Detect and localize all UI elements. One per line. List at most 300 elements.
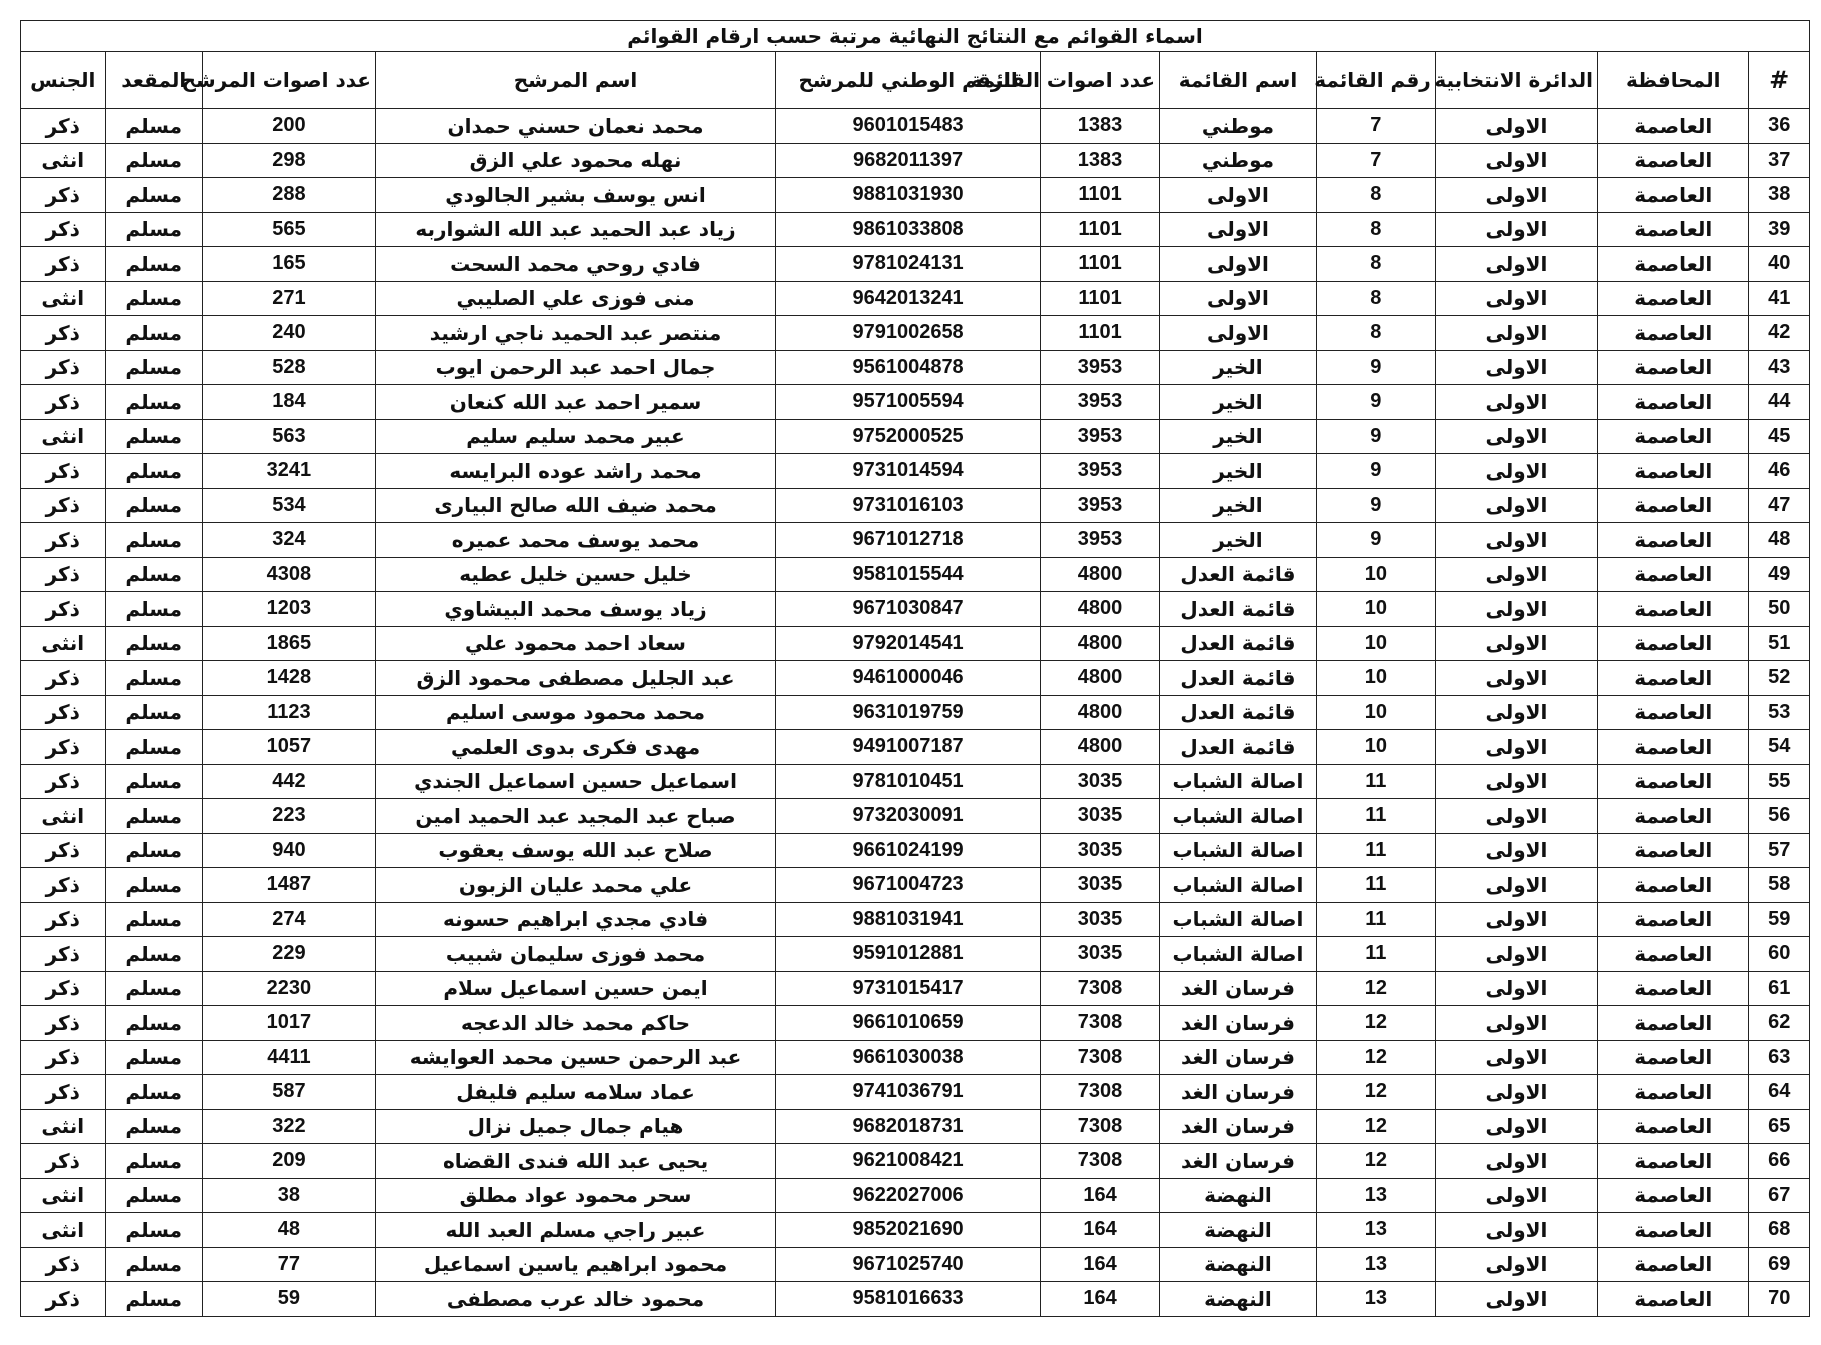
table-row [21, 178, 1810, 213]
list-votes-cell: 7308 [1041, 1040, 1160, 1075]
table-row [21, 1178, 1810, 1213]
column-header-list-number: رقم القائمة [1316, 52, 1435, 109]
national-id-cell: 9732030091 [776, 799, 1041, 834]
seat-cell: مسلم [105, 178, 202, 213]
governorate-cell: العاصمة [1598, 661, 1749, 696]
candidate-name-cell: محمد يوسف محمد عميره [375, 523, 775, 558]
governorate-cell: العاصمة [1598, 454, 1749, 489]
list-name-cell: قائمة العدل [1160, 695, 1317, 730]
list-number-cell: 12 [1316, 1144, 1435, 1179]
candidate-votes-cell: 59 [202, 1282, 375, 1317]
list-votes-cell: 7308 [1041, 1075, 1160, 1110]
district-cell: الاولى [1435, 730, 1597, 765]
candidate-name-cell: عماد سلامه سليم فليفل [375, 1075, 775, 1110]
table-row [21, 523, 1810, 558]
candidate-votes-cell: 1203 [202, 592, 375, 627]
list-votes-cell: 4800 [1041, 730, 1160, 765]
row-index: 46 [1749, 454, 1810, 489]
list-name-cell: قائمة العدل [1160, 592, 1317, 627]
district-cell: الاولى [1435, 523, 1597, 558]
governorate-cell: العاصمة [1598, 557, 1749, 592]
governorate-cell: العاصمة [1598, 971, 1749, 1006]
gender-cell: ذكر [21, 316, 106, 351]
governorate-cell: العاصمة [1598, 833, 1749, 868]
list-votes-cell: 3953 [1041, 454, 1160, 489]
candidate-votes-cell: 1428 [202, 661, 375, 696]
national-id-cell: 9682018731 [776, 1109, 1041, 1144]
table-row [21, 454, 1810, 489]
list-name-cell: قائمة العدل [1160, 626, 1317, 661]
candidate-name-cell: هيام جمال جميل نزال [375, 1109, 775, 1144]
list-number-cell: 8 [1316, 281, 1435, 316]
list-name-cell: موطني [1160, 143, 1317, 178]
gender-cell: ذكر [21, 1040, 106, 1075]
gender-cell: ذكر [21, 592, 106, 627]
seat-cell: مسلم [105, 592, 202, 627]
national-id-cell: 9792014541 [776, 626, 1041, 661]
gender-cell: ذكر [21, 764, 106, 799]
row-index: 66 [1749, 1144, 1810, 1179]
seat-cell: مسلم [105, 212, 202, 247]
candidate-name-cell: صباح عبد المجيد عبد الحميد امين [375, 799, 775, 834]
governorate-cell: العاصمة [1598, 1109, 1749, 1144]
list-votes-cell: 3035 [1041, 868, 1160, 903]
candidate-votes-cell: 3241 [202, 454, 375, 489]
gender-cell: ذكر [21, 1282, 106, 1317]
list-number-cell: 12 [1316, 971, 1435, 1006]
candidate-votes-cell: 324 [202, 523, 375, 558]
list-number-cell: 10 [1316, 626, 1435, 661]
list-votes-cell: 1101 [1041, 212, 1160, 247]
column-header-candidate-votes: عدد اصوات المرشح [202, 52, 375, 109]
candidate-name-cell: محمد راشد عوده البرايسه [375, 454, 775, 489]
candidate-name-cell: زياد يوسف محمد البيشاوي [375, 592, 775, 627]
governorate-cell: العاصمة [1598, 1075, 1749, 1110]
row-index: 39 [1749, 212, 1810, 247]
national-id-cell: 9731016103 [776, 488, 1041, 523]
list-name-cell: الخير [1160, 488, 1317, 523]
list-name-cell: الاولى [1160, 316, 1317, 351]
list-votes-cell: 4800 [1041, 557, 1160, 592]
list-name-cell: فرسان الغد [1160, 971, 1317, 1006]
national-id-cell: 9661030038 [776, 1040, 1041, 1075]
list-number-cell: 9 [1316, 454, 1435, 489]
governorate-cell: العاصمة [1598, 1144, 1749, 1179]
list-name-cell: الاولى [1160, 178, 1317, 213]
candidate-votes-cell: 298 [202, 143, 375, 178]
list-name-cell: الاولى [1160, 281, 1317, 316]
list-number-cell: 10 [1316, 661, 1435, 696]
row-index: 58 [1749, 868, 1810, 903]
candidate-votes-cell: 1057 [202, 730, 375, 765]
district-cell: الاولى [1435, 971, 1597, 1006]
list-votes-cell: 1101 [1041, 178, 1160, 213]
list-votes-cell: 7308 [1041, 1144, 1160, 1179]
list-votes-cell: 7308 [1041, 1109, 1160, 1144]
candidate-votes-cell: 274 [202, 902, 375, 937]
table-row [21, 1040, 1810, 1075]
candidate-votes-cell: 1123 [202, 695, 375, 730]
seat-cell: مسلم [105, 902, 202, 937]
table-row [21, 419, 1810, 454]
governorate-cell: العاصمة [1598, 247, 1749, 282]
district-cell: الاولى [1435, 1006, 1597, 1041]
list-votes-cell: 164 [1041, 1178, 1160, 1213]
gender-cell: انثى [21, 1213, 106, 1248]
seat-cell: مسلم [105, 971, 202, 1006]
gender-cell: ذكر [21, 178, 106, 213]
seat-cell: مسلم [105, 764, 202, 799]
gender-cell: انثى [21, 281, 106, 316]
list-votes-cell: 3953 [1041, 350, 1160, 385]
gender-cell: انثى [21, 1178, 106, 1213]
candidate-votes-cell: 1487 [202, 868, 375, 903]
candidate-votes-cell: 1017 [202, 1006, 375, 1041]
seat-cell: مسلم [105, 1075, 202, 1110]
district-cell: الاولى [1435, 316, 1597, 351]
national-id-cell: 9622027006 [776, 1178, 1041, 1213]
seat-cell: مسلم [105, 833, 202, 868]
list-name-cell: فرسان الغد [1160, 1109, 1317, 1144]
candidate-name-cell: صلاح عبد الله يوسف يعقوب [375, 833, 775, 868]
list-number-cell: 12 [1316, 1075, 1435, 1110]
national-id-cell: 9852021690 [776, 1213, 1041, 1248]
district-cell: الاولى [1435, 350, 1597, 385]
column-header-candidate-name: اسم المرشح [375, 52, 775, 109]
candidate-votes-cell: 38 [202, 1178, 375, 1213]
row-index: 38 [1749, 178, 1810, 213]
list-name-cell: اصالة الشباب [1160, 764, 1317, 799]
list-votes-cell: 4800 [1041, 626, 1160, 661]
seat-cell: مسلم [105, 109, 202, 144]
list-votes-cell: 1101 [1041, 316, 1160, 351]
gender-cell: ذكر [21, 1075, 106, 1110]
list-votes-cell: 4800 [1041, 661, 1160, 696]
candidate-votes-cell: 184 [202, 385, 375, 420]
candidate-votes-cell: 229 [202, 937, 375, 972]
list-name-cell: الخير [1160, 454, 1317, 489]
row-index: 65 [1749, 1109, 1810, 1144]
gender-cell: ذكر [21, 937, 106, 972]
list-number-cell: 7 [1316, 109, 1435, 144]
governorate-cell: العاصمة [1598, 1178, 1749, 1213]
table-row [21, 1109, 1810, 1144]
district-cell: الاولى [1435, 1144, 1597, 1179]
row-index: 57 [1749, 833, 1810, 868]
table-row [21, 143, 1810, 178]
national-id-cell: 9561004878 [776, 350, 1041, 385]
gender-cell: ذكر [21, 454, 106, 489]
list-name-cell: فرسان الغد [1160, 1040, 1317, 1075]
gender-cell: ذكر [21, 971, 106, 1006]
district-cell: الاولى [1435, 592, 1597, 627]
candidate-name-cell: نهله محمود علي الزق [375, 143, 775, 178]
candidate-name-cell: منتصر عبد الحميد ناجي ارشيد [375, 316, 775, 351]
table-row [21, 730, 1810, 765]
gender-cell: انثى [21, 419, 106, 454]
candidate-name-cell: محمد فوزى سليمان شبيب [375, 937, 775, 972]
candidate-votes-cell: 4411 [202, 1040, 375, 1075]
table-row [21, 316, 1810, 351]
list-number-cell: 9 [1316, 419, 1435, 454]
candidate-name-cell: محمد محمود موسى اسليم [375, 695, 775, 730]
candidate-votes-cell: 563 [202, 419, 375, 454]
list-number-cell: 12 [1316, 1006, 1435, 1041]
row-index: 47 [1749, 488, 1810, 523]
list-votes-cell: 7308 [1041, 971, 1160, 1006]
governorate-cell: العاصمة [1598, 316, 1749, 351]
national-id-cell: 9671012718 [776, 523, 1041, 558]
row-index: 52 [1749, 661, 1810, 696]
table-row [21, 247, 1810, 282]
governorate-cell: العاصمة [1598, 523, 1749, 558]
national-id-cell: 9881031941 [776, 902, 1041, 937]
row-index: 53 [1749, 695, 1810, 730]
governorate-cell: العاصمة [1598, 212, 1749, 247]
national-id-cell: 9781010451 [776, 764, 1041, 799]
seat-cell: مسلم [105, 316, 202, 351]
candidate-votes-cell: 223 [202, 799, 375, 834]
table-row [21, 661, 1810, 696]
national-id-cell: 9671025740 [776, 1247, 1041, 1282]
district-cell: الاولى [1435, 178, 1597, 213]
table-row [21, 764, 1810, 799]
governorate-cell: العاصمة [1598, 385, 1749, 420]
candidate-name-cell: مهدى فكرى بدوى العلمي [375, 730, 775, 765]
row-index: 68 [1749, 1213, 1810, 1248]
candidate-name-cell: فادي روحي محمد السحت [375, 247, 775, 282]
row-index: 56 [1749, 799, 1810, 834]
candidate-name-cell: محمد ضيف الله صالح البيارى [375, 488, 775, 523]
list-votes-cell: 164 [1041, 1247, 1160, 1282]
district-cell: الاولى [1435, 454, 1597, 489]
seat-cell: مسلم [105, 1282, 202, 1317]
column-header-district: الدائرة الانتخابية [1435, 52, 1597, 109]
list-votes-cell: 1101 [1041, 281, 1160, 316]
column-header-list-name: اسم القائمة [1160, 52, 1317, 109]
seat-cell: مسلم [105, 385, 202, 420]
candidate-name-cell: عبد الرحمن حسين محمد العوايشه [375, 1040, 775, 1075]
table-row [21, 1213, 1810, 1248]
candidate-name-cell: عبير راجي مسلم العبد الله [375, 1213, 775, 1248]
seat-cell: مسلم [105, 1213, 202, 1248]
column-header-list-votes: عدد اصوات القائمة [1041, 52, 1160, 109]
candidate-votes-cell: 587 [202, 1075, 375, 1110]
district-cell: الاولى [1435, 661, 1597, 696]
governorate-cell: العاصمة [1598, 764, 1749, 799]
column-header-gender: الجنس [21, 52, 106, 109]
national-id-cell: 9741036791 [776, 1075, 1041, 1110]
row-index: 36 [1749, 109, 1810, 144]
table-row [21, 385, 1810, 420]
gender-cell: ذكر [21, 1144, 106, 1179]
list-name-cell: اصالة الشباب [1160, 868, 1317, 903]
list-votes-cell: 3035 [1041, 902, 1160, 937]
governorate-cell: العاصمة [1598, 1213, 1749, 1248]
row-index: 54 [1749, 730, 1810, 765]
governorate-cell: العاصمة [1598, 143, 1749, 178]
district-cell: الاولى [1435, 557, 1597, 592]
list-name-cell: فرسان الغد [1160, 1075, 1317, 1110]
gender-cell: ذكر [21, 247, 106, 282]
national-id-cell: 9881031930 [776, 178, 1041, 213]
candidate-name-cell: عبير محمد سليم سليم [375, 419, 775, 454]
gender-cell: ذكر [21, 1247, 106, 1282]
gender-cell: انثى [21, 626, 106, 661]
list-name-cell: اصالة الشباب [1160, 799, 1317, 834]
gender-cell: ذكر [21, 557, 106, 592]
seat-cell: مسلم [105, 1006, 202, 1041]
seat-cell: مسلم [105, 1247, 202, 1282]
candidate-name-cell: يحيى عبد الله فندى القضاه [375, 1144, 775, 1179]
candidate-votes-cell: 322 [202, 1109, 375, 1144]
list-number-cell: 9 [1316, 385, 1435, 420]
gender-cell: انثى [21, 799, 106, 834]
list-votes-cell: 3035 [1041, 937, 1160, 972]
gender-cell: ذكر [21, 833, 106, 868]
row-index: 69 [1749, 1247, 1810, 1282]
table-row [21, 868, 1810, 903]
gender-cell: ذكر [21, 902, 106, 937]
national-id-cell: 9682011397 [776, 143, 1041, 178]
governorate-cell: العاصمة [1598, 937, 1749, 972]
table-row [21, 902, 1810, 937]
list-name-cell: الخير [1160, 350, 1317, 385]
district-cell: الاولى [1435, 385, 1597, 420]
seat-cell: مسلم [105, 488, 202, 523]
row-index: 42 [1749, 316, 1810, 351]
list-votes-cell: 1383 [1041, 109, 1160, 144]
list-name-cell: فرسان الغد [1160, 1006, 1317, 1041]
seat-cell: مسلم [105, 1144, 202, 1179]
list-name-cell: قائمة العدل [1160, 730, 1317, 765]
candidate-votes-cell: 200 [202, 109, 375, 144]
row-index: 64 [1749, 1075, 1810, 1110]
seat-cell: مسلم [105, 661, 202, 696]
gender-cell: انثى [21, 1109, 106, 1144]
list-name-cell: الاولى [1160, 247, 1317, 282]
list-number-cell: 8 [1316, 316, 1435, 351]
table-row [21, 350, 1810, 385]
candidate-name-cell: جمال احمد عبد الرحمن ايوب [375, 350, 775, 385]
seat-cell: مسلم [105, 695, 202, 730]
governorate-cell: العاصمة [1598, 626, 1749, 661]
governorate-cell: العاصمة [1598, 178, 1749, 213]
table-row [21, 1075, 1810, 1110]
national-id-cell: 9581015544 [776, 557, 1041, 592]
seat-cell: مسلم [105, 937, 202, 972]
list-votes-cell: 164 [1041, 1282, 1160, 1317]
row-index: 37 [1749, 143, 1810, 178]
list-name-cell: النهضة [1160, 1178, 1317, 1213]
list-name-cell: فرسان الغد [1160, 1144, 1317, 1179]
district-cell: الاولى [1435, 764, 1597, 799]
table-row [21, 212, 1810, 247]
governorate-cell: العاصمة [1598, 730, 1749, 765]
list-number-cell: 7 [1316, 143, 1435, 178]
district-cell: الاولى [1435, 247, 1597, 282]
list-votes-cell: 1101 [1041, 247, 1160, 282]
candidate-name-cell: محمد نعمان حسني حمدان [375, 109, 775, 144]
row-index: 61 [1749, 971, 1810, 1006]
governorate-cell: العاصمة [1598, 902, 1749, 937]
list-name-cell: الخير [1160, 385, 1317, 420]
seat-cell: مسلم [105, 523, 202, 558]
list-name-cell: اصالة الشباب [1160, 937, 1317, 972]
seat-cell: مسلم [105, 454, 202, 489]
district-cell: الاولى [1435, 1040, 1597, 1075]
list-number-cell: 11 [1316, 799, 1435, 834]
governorate-cell: العاصمة [1598, 350, 1749, 385]
national-id-cell: 9731015417 [776, 971, 1041, 1006]
column-header-seat: المقعد [105, 52, 202, 109]
row-index: 70 [1749, 1282, 1810, 1317]
list-name-cell: قائمة العدل [1160, 557, 1317, 592]
candidate-name-cell: علي محمد عليان الزبون [375, 868, 775, 903]
national-id-cell: 9752000525 [776, 419, 1041, 454]
list-name-cell: قائمة العدل [1160, 661, 1317, 696]
list-number-cell: 11 [1316, 868, 1435, 903]
seat-cell: مسلم [105, 281, 202, 316]
governorate-cell: العاصمة [1598, 488, 1749, 523]
national-id-cell: 9491007187 [776, 730, 1041, 765]
row-index: 49 [1749, 557, 1810, 592]
list-votes-cell: 3953 [1041, 385, 1160, 420]
row-index: 40 [1749, 247, 1810, 282]
table-row [21, 488, 1810, 523]
governorate-cell: العاصمة [1598, 1040, 1749, 1075]
seat-cell: مسلم [105, 247, 202, 282]
gender-cell: ذكر [21, 488, 106, 523]
table-row [21, 1144, 1810, 1179]
row-index: 48 [1749, 523, 1810, 558]
candidate-votes-cell: 48 [202, 1213, 375, 1248]
row-index: 43 [1749, 350, 1810, 385]
candidate-name-cell: انس يوسف بشير الجالودي [375, 178, 775, 213]
list-votes-cell: 3953 [1041, 419, 1160, 454]
list-votes-cell: 3035 [1041, 799, 1160, 834]
table-row [21, 1006, 1810, 1041]
district-cell: الاولى [1435, 1178, 1597, 1213]
seat-cell: مسلم [105, 350, 202, 385]
candidate-votes-cell: 77 [202, 1247, 375, 1282]
row-index: 50 [1749, 592, 1810, 627]
candidate-name-cell: منى فوزى علي الصليبي [375, 281, 775, 316]
national-id-cell: 9601015483 [776, 109, 1041, 144]
table-body [21, 109, 1810, 1317]
candidate-name-cell: زياد عبد الحميد عبد الله الشواربه [375, 212, 775, 247]
candidate-votes-cell: 288 [202, 178, 375, 213]
district-cell: الاولى [1435, 143, 1597, 178]
candidate-votes-cell: 271 [202, 281, 375, 316]
governorate-cell: العاصمة [1598, 281, 1749, 316]
seat-cell: مسلم [105, 419, 202, 454]
district-cell: الاولى [1435, 488, 1597, 523]
list-votes-cell: 3953 [1041, 488, 1160, 523]
district-cell: الاولى [1435, 1213, 1597, 1248]
candidate-name-cell: سعاد احمد محمود علي [375, 626, 775, 661]
table-row [21, 833, 1810, 868]
district-cell: الاولى [1435, 1282, 1597, 1317]
list-number-cell: 10 [1316, 592, 1435, 627]
governorate-cell: العاصمة [1598, 1006, 1749, 1041]
list-votes-cell: 4800 [1041, 695, 1160, 730]
gender-cell: ذكر [21, 1006, 106, 1041]
table-row [21, 1247, 1810, 1282]
national-id-cell: 9631019759 [776, 695, 1041, 730]
national-id-cell: 9461000046 [776, 661, 1041, 696]
candidate-votes-cell: 2230 [202, 971, 375, 1006]
